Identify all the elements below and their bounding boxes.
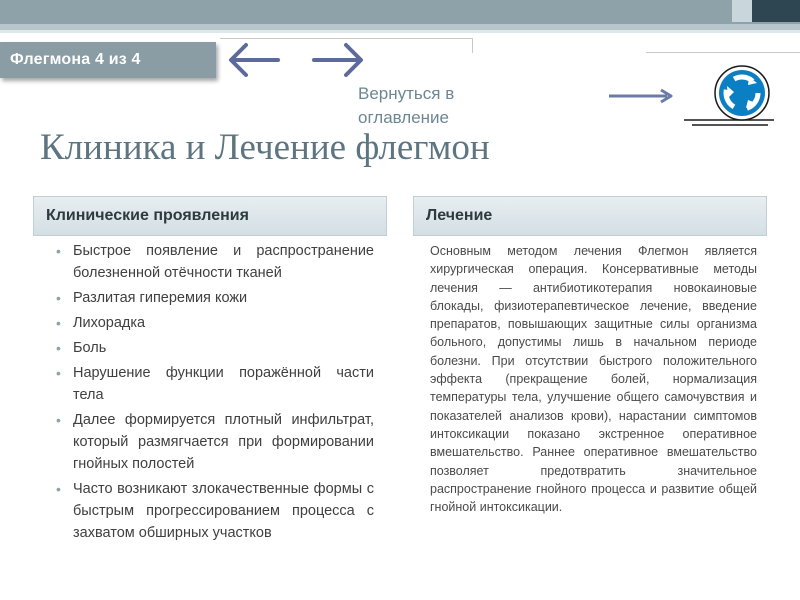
list-item: • Разлитая гиперемия кожи bbox=[54, 287, 374, 309]
list-item: • Боль bbox=[54, 337, 374, 359]
list-item: • Быстрое появление и распространение болезненной отёчности тканей bbox=[54, 240, 374, 284]
list-item: • Далее формируется плотный инфильтрат, который размягчается при формировании гнойных полостей bbox=[54, 409, 374, 475]
slide-counter-badge: Флегмона 4 из 4 bbox=[0, 42, 216, 78]
recycle-icon[interactable] bbox=[682, 62, 778, 130]
back-to-contents-link[interactable]: Вернуться в оглавление bbox=[358, 84, 455, 127]
list-item: • Лихорадка bbox=[54, 312, 374, 334]
clinical-manifestations-heading: Клинические проявления bbox=[33, 196, 387, 236]
treatment-text: Основным методом лечения Флегмон является хирургическая операция. Консервативные методы лечения — антибиотикотерапия новокаиновые блокады, физиотерапевтическое лечение, введение препаратов, повышающих защитные силы организма больного, допустимы лишь в начальном периоде болезни. При отсутствии быстрого положительного эффекта (прекращение болей, нормализация температуры тела, улучшение общего самочувствия и показателей анализов крови), нарастании симптомов интоксикации показано экстренное оперативное вмешательство. Раннее оперативное вмешательство позволяет предотвратить значительное распространение гнойного процесса и развитие общей гнойной интоксикации. bbox=[430, 244, 757, 515]
list-item: • Нарушение функции поражённой части тела bbox=[54, 362, 374, 406]
top-decorative-band bbox=[0, 0, 800, 38]
clinical-manifestations-list bbox=[54, 240, 374, 600]
return-arrow-icon[interactable] bbox=[607, 86, 675, 106]
treatment-heading: Лечение bbox=[413, 196, 767, 236]
list-item: • Часто возникают злокачественные формы с быстрым прогрессированием процесса с захватом обширных участков bbox=[54, 478, 374, 544]
right-arrow-icon[interactable] bbox=[310, 40, 366, 80]
divider-line bbox=[646, 52, 800, 53]
page-title: Клиника и Лечение флегмон bbox=[40, 127, 490, 168]
left-arrow-icon[interactable] bbox=[226, 40, 282, 80]
